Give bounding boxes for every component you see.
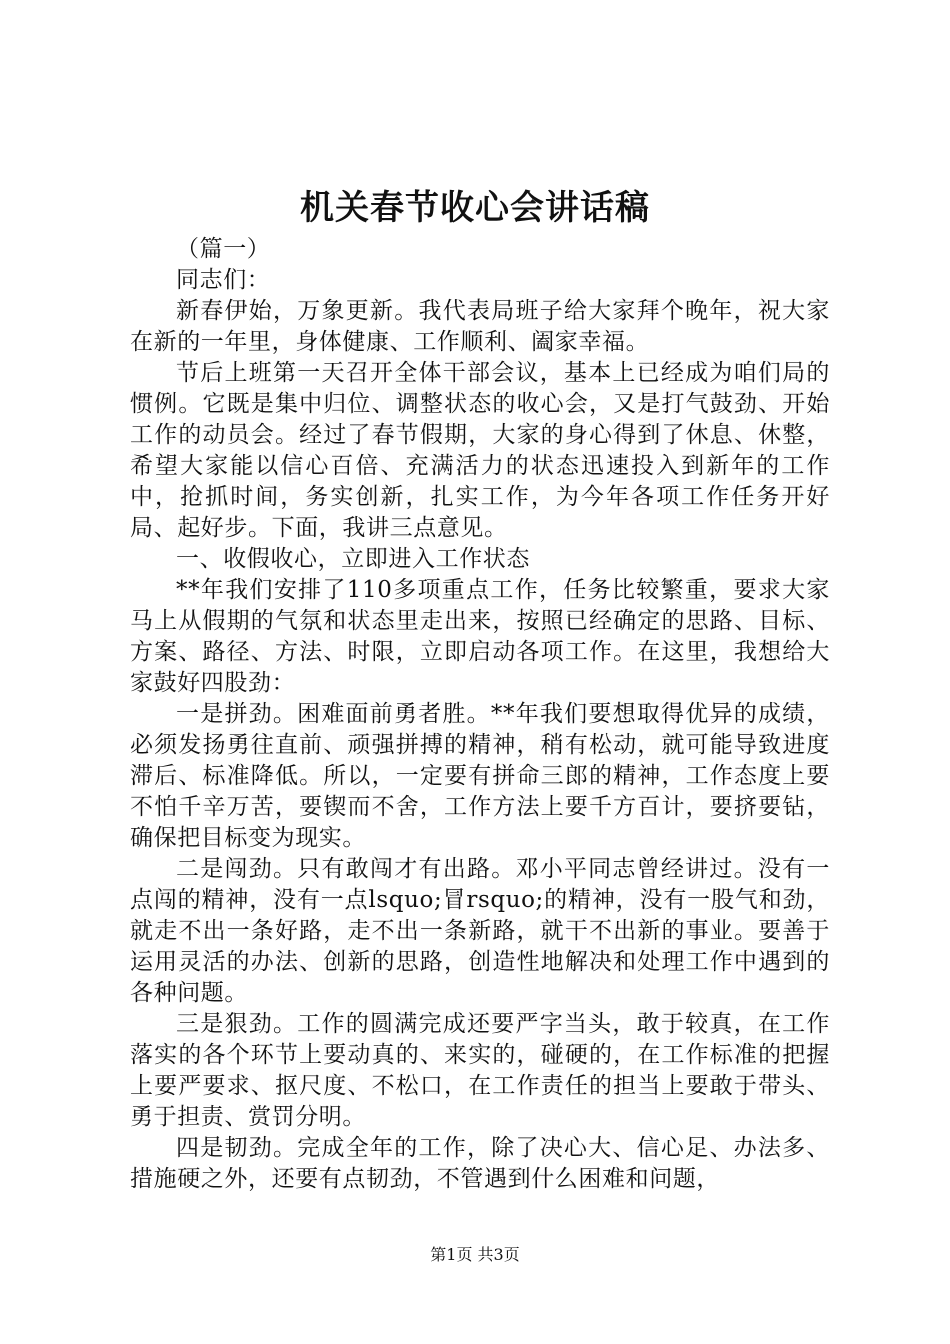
document-title: 机关春节收心会讲话稿 — [300, 188, 650, 228]
paragraph: 一是拼劲。困难面前勇者胜。**年我们要想取得优异的成绩，必须发扬勇往直前、顽强拼搏的精神，稍有松动，就可能导致进度滞后、标准降低。所以，一定要有拼命三郎的精神，工作态度上要不怕千辛万苦，要锲而不舍，工作方法上要千方百计，要挤要钻，确保把目标变为现实。 — [130, 701, 830, 851]
paragraph: 二是闯劲。只有敢闯才有出路。邓小平同志曾经讲过。没有一点闯的精神，没有一点lsquo;冒rsquo;的精神，没有一股气和劲，就走不出一条好路，走不出一条新路，就干不出新的事业。要善于运用灵活的办法、创新的思路，创造性地解决和处理工作中遇到的各种问题。 — [130, 856, 830, 1006]
paragraph: 三是狠劲。工作的圆满完成还要严字当头，敢于较真，在工作落实的各个环节上要动真的、来实的，碰硬的，在工作标准的把握上要严要求、抠尺度、不松口，在工作责任的担当上要敢于带头、勇于担责、赏罚分明。 — [130, 1011, 830, 1130]
section-label: （篇一） — [176, 236, 271, 262]
paragraph: 新春伊始，万象更新。我代表局班子给大家拜个晚年，祝大家在新的一年里，身体健康、工作顺利、阖家幸福。 — [130, 298, 830, 355]
document-body — [130, 234, 830, 1195]
page-number: 第1页 共3页 — [430, 1245, 520, 1264]
paragraph: **年我们安排了110多项重点工作，任务比较繁重，要求大家马上从假期的气氛和状态里走出来，按照已经确定的思路、目标、方案、路径、方法、时限，立即启动各项工作。在这里，我想给大家鼓好四股劲： — [130, 577, 830, 696]
salutation: 同志们： — [176, 267, 271, 293]
section-heading: 一、收假收心，立即进入工作状态 — [176, 546, 530, 572]
paragraph: 四是韧劲。完成全年的工作，除了决心大、信心足、办法多、措施硬之外，还要有点韧劲，不管遇到什么困难和问题， — [130, 1135, 830, 1192]
paragraph: 节后上班第一天召开全体干部会议，基本上已经成为咱们局的惯例。它既是集中归位、调整状态的收心会，又是打气鼓劲、开始工作的动员会。经过了春节假期，大家的身心得到了休息、休整，希望大家能以信心百倍、充满活力的状态迅速投入到新年的工作中，抢抓时间，务实创新，扎实工作，为今年各项工作任务开好局、起好步。下面，我讲三点意见。 — [130, 360, 830, 541]
